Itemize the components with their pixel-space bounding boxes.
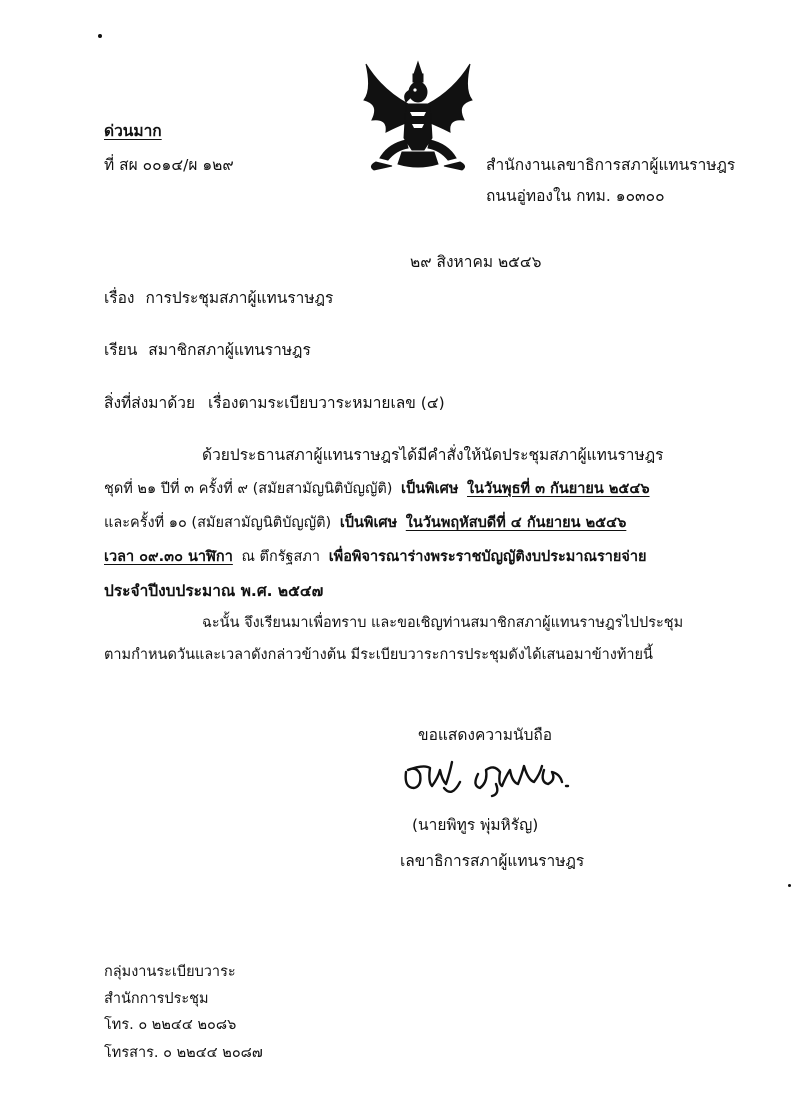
special-session-label: เป็นพิเศษ — [401, 481, 459, 497]
footer-department: กลุ่มงานระเบียบวาระ — [104, 964, 236, 980]
footer-telephone: โทร. ๐ ๒๒๔๔ ๒๐๘๖ — [104, 1017, 237, 1033]
footer-bureau: สำนักการประชุม — [104, 991, 209, 1007]
enclosure-line — [104, 390, 445, 415]
enclosure-label: สิ่งที่ส่งมาด้วย — [104, 394, 196, 412]
office-address: ถนนอู่ทองใน กทม. ๑๐๓๐๐ — [486, 187, 665, 205]
body-line-5: ประจำปีงบประมาณ พ.ศ. ๒๕๔๗ — [104, 582, 324, 600]
footer-fax: โทรสาร. ๐ ๒๒๔๔ ๒๐๘๗ — [104, 1045, 263, 1061]
body-line-2 — [104, 477, 650, 500]
body-line-1: ด้วยประธานสภาผู้แทนราษฎรได้มีคำสั่งให้นัดประชุมสภาผู้แทนราษฎร — [202, 446, 664, 464]
subject-text: การประชุมสภาผู้แทนราษฎร — [145, 289, 334, 307]
letter-date: ๒๙ สิงหาคม ๒๕๔๖ — [410, 253, 542, 271]
meeting-session: ชุดที่ ๒๑ ปีที่ ๓ ครั้งที่ ๙ (สมัยสามัญนิติบัญญัติ) — [104, 481, 393, 497]
enclosure-text: เรื่องตามระเบียบวาระหมายเลข (๔) — [208, 394, 445, 412]
addressee-label: เรียน — [104, 341, 138, 359]
subject-label: เรื่อง — [104, 289, 135, 307]
body-line-4 — [104, 545, 647, 568]
addressee-text: สมาชิกสภาผู้แทนราษฎร — [148, 341, 311, 359]
urgency-label: ด่วนมาก — [104, 122, 162, 140]
body-line-7: ตามกำหนดวันและเวลาดังกล่าวข้างต้น มีระเบียบวาระการประชุมดังได้เสนอมาข้างท้ายนี้ — [104, 647, 653, 663]
subject-line — [104, 285, 333, 310]
meeting-date-1: ในวันพุธที่ ๓ กันยายน ๒๕๔๖ — [467, 481, 650, 497]
addressee-line — [104, 337, 311, 362]
meeting-venue: ณ ตึกรัฐสภา — [241, 549, 321, 565]
signature — [400, 752, 580, 802]
scan-mark — [788, 884, 791, 887]
scan-mark — [98, 34, 102, 38]
body-line-6: ฉะนั้น จึงเรียนมาเพื่อทราบ และขอเชิญท่านสมาชิกสภาผู้แทนราษฎรไปประชุม — [202, 615, 684, 631]
signer-title: เลขาธิการสภาผู้แทนราษฎร — [400, 852, 585, 870]
meeting-time: เวลา ๐๙.๓๐ นาฬิกา — [104, 549, 233, 565]
meeting-session-2: และครั้งที่ ๑๐ (สมัยสามัญนิติบัญญัติ) — [104, 515, 332, 531]
garuda-emblem-icon — [358, 60, 478, 172]
signer-name: (นายพิทูร พุ่มหิรัญ) — [412, 816, 539, 834]
meeting-purpose: เพื่อพิจารณาร่างพระราชบัญญัติงบประมาณรายจ่าย — [328, 549, 647, 565]
meeting-date-2: ในวันพฤหัสบดีที่ ๔ กันยายน ๒๕๔๖ — [405, 515, 627, 531]
special-session-label-2: เป็นพิเศษ — [339, 515, 398, 531]
closing-salutation: ขอแสดงความนับถือ — [418, 726, 553, 744]
body-line-3 — [104, 511, 626, 534]
office-name: สำนักงานเลขาธิการสภาผู้แทนราษฎร — [486, 156, 736, 174]
reference-number: ที่ สผ ๐๐๑๔/ผ ๑๒๙ — [104, 156, 234, 174]
